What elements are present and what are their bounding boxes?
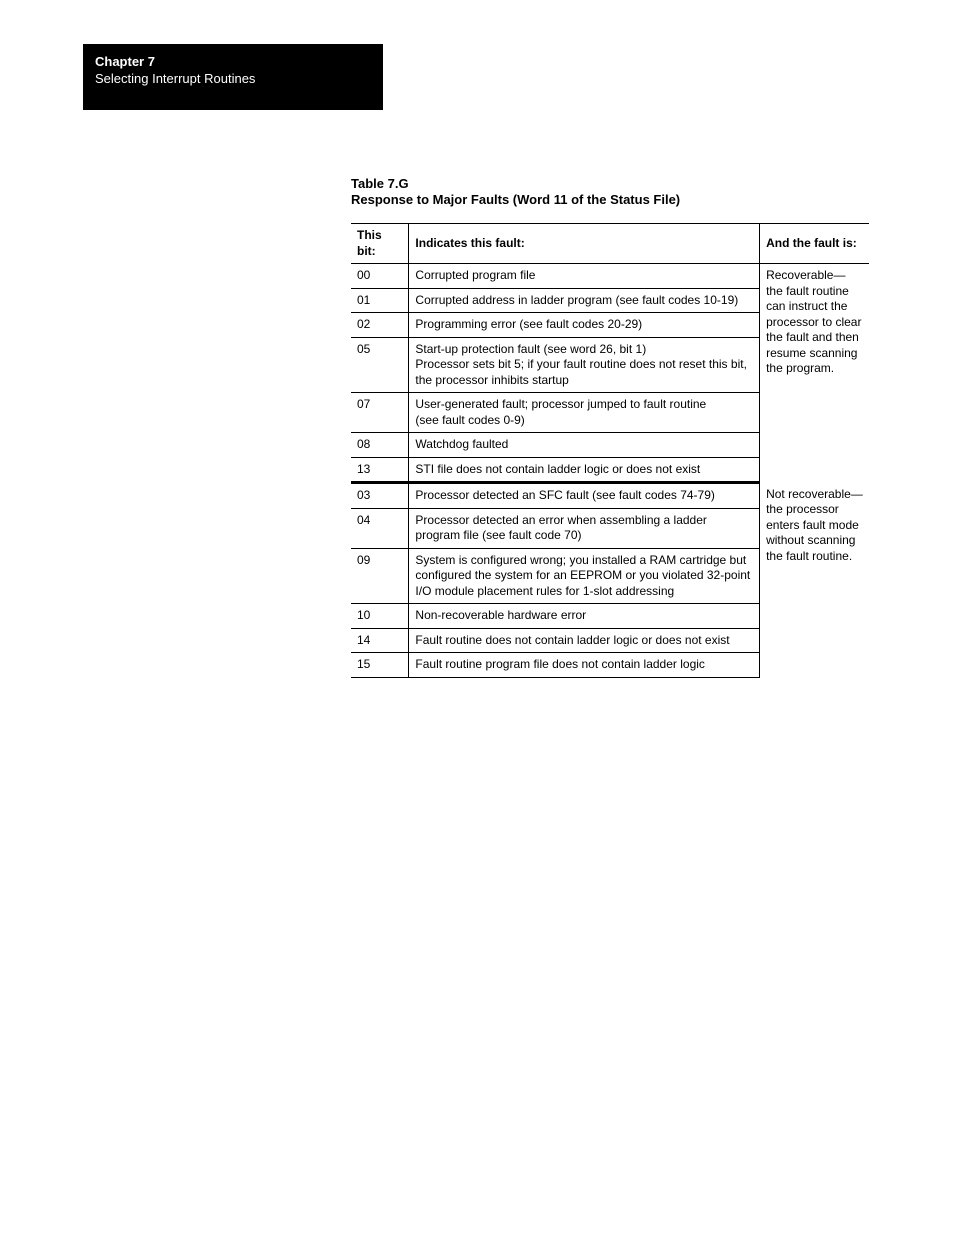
fault-bit: 02: [351, 313, 409, 338]
fault-bit: 13: [351, 457, 409, 483]
fault-description: Corrupted address in ladder program (see fault codes 10-19): [409, 288, 760, 313]
fault-description: Non-recoverable hardware error: [409, 604, 760, 629]
table-number: Table 7.G: [351, 176, 409, 191]
fault-group-2: [351, 483, 869, 678]
fault-bit: 14: [351, 628, 409, 653]
table-row: [351, 483, 869, 509]
fault-response: Recoverable— the fault routine can instruct the processor to clear the fault and then resume scanning the program.: [766, 268, 862, 375]
fault-description: Corrupted program file: [409, 264, 760, 289]
chapter-title: Selecting Interrupt Routines: [95, 71, 256, 86]
fault-bit: 07: [351, 393, 409, 433]
fault-response: Not recoverable— the processor enters fault mode without scanning the fault routine.: [766, 486, 863, 563]
fault-bit: 04: [351, 508, 409, 548]
fault-description: Programming error (see fault codes 20-29): [409, 313, 760, 338]
fault-bit: 00: [351, 264, 409, 289]
fault-bit: 03: [351, 483, 409, 509]
fault-group-1: [351, 264, 869, 483]
header-bit: This bit:: [351, 224, 409, 264]
fault-bit: 08: [351, 433, 409, 458]
chapter-number: Chapter 7: [95, 54, 155, 69]
fault-description: Processor detected an SFC fault (see fault codes 74-79): [409, 483, 760, 509]
fault-description: Fault routine program file does not contain ladder logic: [409, 653, 760, 678]
table-row: [351, 264, 869, 289]
fault-bit: 15: [351, 653, 409, 678]
table-title: Response to Major Faults (Word 11 of the Status File): [351, 192, 681, 207]
table-header-row: [351, 224, 869, 264]
fault-bit: 01: [351, 288, 409, 313]
table-caption: [351, 176, 871, 208]
header-fault: Indicates this fault:: [409, 224, 760, 264]
fault-description: Processor detected an error when assembling a ladder program file (see fault code 70): [409, 508, 760, 548]
major-faults-table: [351, 223, 869, 678]
fault-bit: 10: [351, 604, 409, 629]
fault-description: System is configured wrong; you installed a RAM cartridge but configured the system for an EEPROM or you violated 32-point I/O module placement rules for 1-slot addressing: [409, 548, 760, 604]
chapter-header: [83, 44, 383, 110]
fault-description: Watchdog faulted: [409, 433, 760, 458]
fault-description: STI file does not contain ladder logic or does not exist: [409, 457, 760, 483]
fault-bit: 05: [351, 337, 409, 393]
header-response: And the fault is:: [766, 235, 857, 250]
fault-description: User-generated fault; processor jumped to fault routine (see fault codes 0-9): [409, 393, 760, 433]
fault-bit: 09: [351, 548, 409, 604]
fault-description: Fault routine does not contain ladder logic or does not exist: [409, 628, 760, 653]
fault-description: Start-up protection fault (see word 26, bit 1) Processor sets bit 5; if your fault routine does not reset this bit, the processor inhibits startup: [409, 337, 760, 393]
